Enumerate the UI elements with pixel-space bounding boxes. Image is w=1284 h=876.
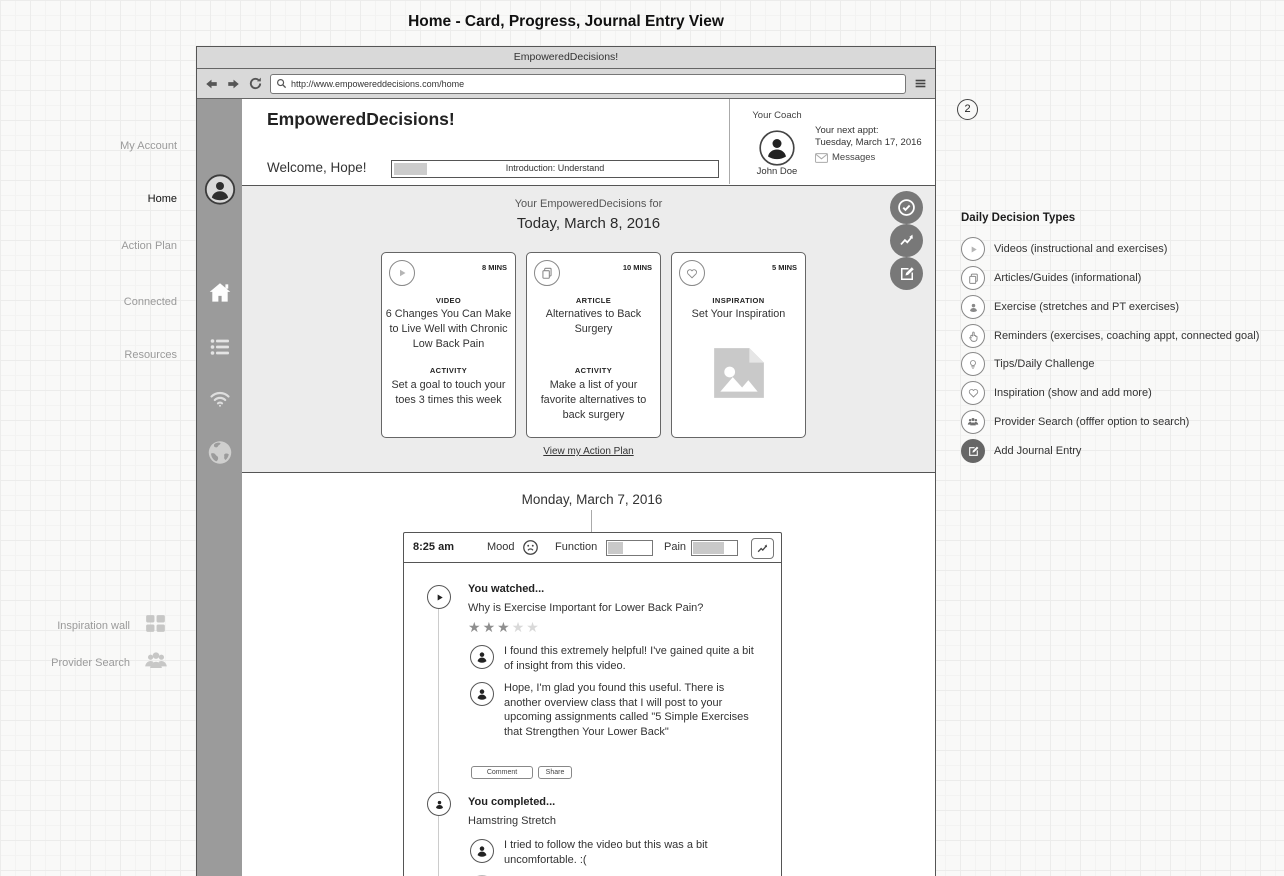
card-duration: 10 MINS bbox=[622, 263, 652, 272]
url-bar[interactable] bbox=[270, 74, 906, 94]
people-icon bbox=[961, 410, 985, 434]
legend-item-videos bbox=[961, 237, 1167, 261]
messages-link[interactable] bbox=[815, 152, 875, 163]
check-circle-button[interactable] bbox=[890, 191, 923, 224]
legend-label: Exercise (stretches and PT exercises) bbox=[994, 301, 1180, 313]
share-button[interactable]: Share bbox=[538, 766, 572, 779]
timeline-line bbox=[438, 597, 439, 876]
event-title: Why is Exercise Important for Lower Back Pain? bbox=[468, 602, 704, 614]
star-rating[interactable] bbox=[468, 619, 541, 636]
legend-item-reminders bbox=[961, 324, 1259, 348]
sidebar-item-provider-search[interactable]: Provider Search bbox=[51, 657, 130, 669]
daily-card-inspiration[interactable] bbox=[671, 252, 806, 438]
comment-text: I tried to follow the video but this was a bit uncomfortable. :( bbox=[504, 839, 708, 866]
legend-item-provider-search bbox=[961, 410, 1189, 434]
daily-card-video[interactable] bbox=[381, 252, 516, 438]
daily-card-article[interactable] bbox=[526, 252, 661, 438]
envelope-icon bbox=[815, 153, 828, 163]
comment-text: Hope, I'm glad you found this useful. There is another overview class that I will post to your upcoming assignments called "5 Simple Exercises that Strengthen Your Lower Back" bbox=[504, 682, 749, 738]
play-icon bbox=[427, 585, 451, 609]
star-icon[interactable]: ★ bbox=[468, 619, 483, 635]
menu-icon[interactable] bbox=[913, 77, 928, 90]
journal-entry-card bbox=[403, 532, 782, 876]
browser-toolbar bbox=[197, 69, 935, 99]
play-icon bbox=[389, 260, 415, 286]
sidebar-item-my-account[interactable]: My Account bbox=[120, 140, 177, 152]
star-icon[interactable]: ★ bbox=[497, 619, 512, 635]
journal-date-heading: Monday, March 7, 2016 bbox=[521, 492, 663, 507]
card-title: Alternatives to Back Surgery bbox=[545, 308, 642, 335]
coach-name: John Doe bbox=[756, 166, 798, 177]
compose-journal-button[interactable] bbox=[890, 257, 923, 290]
comment-text: I found this extremely helpful! I've gained quite a bit of insight from this video. bbox=[504, 645, 754, 672]
card-type-label: INSPIRATION bbox=[712, 296, 765, 305]
card-activity-label: ACTIVITY bbox=[574, 366, 613, 375]
star-icon[interactable]: ★ bbox=[511, 619, 527, 635]
function-label: Function bbox=[555, 541, 598, 553]
messages-label: Messages bbox=[832, 152, 876, 163]
card-type-label: ARTICLE bbox=[575, 296, 612, 305]
entry-header bbox=[404, 533, 781, 563]
sidebar-item-connected[interactable]: Connected bbox=[123, 296, 177, 308]
view-action-plan-link bbox=[242, 446, 935, 457]
sidebar-item-home[interactable]: Home bbox=[147, 193, 177, 205]
browser-window bbox=[196, 46, 936, 876]
sidebar-item-resources[interactable]: Resources bbox=[124, 349, 177, 361]
article-icon bbox=[534, 260, 560, 286]
today-panel bbox=[242, 185, 935, 473]
legend-label: Add Journal Entry bbox=[994, 445, 1082, 457]
legend-label: Tips/Daily Challenge bbox=[994, 358, 1095, 370]
next-appt-label: Your next appt: bbox=[815, 125, 879, 136]
lightbulb-icon bbox=[961, 352, 985, 376]
legend-item-inspiration bbox=[961, 381, 1152, 405]
image-placeholder-icon bbox=[710, 346, 768, 400]
app-brand: EmpoweredDecisions! bbox=[267, 109, 455, 129]
pain-bar-fill bbox=[693, 542, 724, 554]
card-duration: 5 MINS bbox=[771, 263, 797, 272]
card-activity-text: Set a goal to touch your toes 3 times this week bbox=[391, 379, 506, 406]
function-bar-fill bbox=[608, 542, 623, 554]
next-appt-date: Tuesday, March 17, 2016 bbox=[815, 137, 922, 148]
user-avatar bbox=[470, 645, 494, 669]
wifi-icon[interactable] bbox=[206, 386, 234, 410]
url-text: http://www.empowereddecisions.com/home bbox=[291, 78, 465, 89]
play-icon bbox=[961, 237, 985, 261]
grid-icon[interactable] bbox=[143, 611, 168, 636]
heart-icon bbox=[961, 381, 985, 405]
progress-label: Introduction: Understand bbox=[505, 163, 605, 173]
chart-button[interactable] bbox=[890, 224, 923, 257]
annotation-number-badge: 2 bbox=[957, 99, 978, 120]
people-icon[interactable] bbox=[143, 648, 169, 674]
person-icon bbox=[427, 792, 451, 816]
globe-icon[interactable] bbox=[206, 439, 233, 466]
legend-item-exercise bbox=[961, 295, 1179, 319]
coach-panel-divider bbox=[729, 99, 730, 184]
comment-button[interactable]: Comment bbox=[471, 766, 533, 779]
legend-item-tips bbox=[961, 352, 1094, 376]
today-heading-line1: Your EmpoweredDecisions for bbox=[514, 198, 663, 210]
date-connector-line bbox=[591, 510, 592, 532]
entry-time: 8:25 am bbox=[413, 541, 454, 553]
legend-item-add-journal bbox=[961, 439, 1081, 463]
heart-icon bbox=[679, 260, 705, 286]
search-icon bbox=[276, 78, 287, 89]
forward-button[interactable] bbox=[226, 77, 241, 91]
star-icon[interactable]: ★ bbox=[526, 619, 541, 635]
legend-label: Inspiration (show and add more) bbox=[994, 387, 1152, 399]
article-icon bbox=[961, 266, 985, 290]
chart-icon[interactable] bbox=[751, 538, 774, 559]
welcome-text: Welcome, Hope! bbox=[267, 160, 367, 175]
refresh-button[interactable] bbox=[248, 76, 263, 91]
page-title: Home - Card, Progress, Journal Entry View bbox=[408, 13, 724, 30]
function-bar bbox=[606, 540, 653, 556]
view-action-plan-link-text[interactable]: View my Action Plan bbox=[543, 446, 634, 457]
legend-title: Daily Decision Types bbox=[961, 212, 1076, 224]
event-heading: You completed... bbox=[468, 796, 556, 808]
star-icon[interactable]: ★ bbox=[482, 619, 498, 635]
event-heading: You watched... bbox=[468, 583, 545, 595]
card-title: 6 Changes You Can Make to Live Well with Chronic Low Back Pain bbox=[385, 308, 512, 350]
coach-panel-title: Your Coach bbox=[752, 110, 802, 121]
user-avatar bbox=[470, 839, 494, 863]
sad-face-icon bbox=[522, 539, 539, 556]
legend-label: Reminders (exercises, coaching appt, connected goal) bbox=[994, 330, 1260, 342]
person-icon bbox=[961, 295, 985, 319]
card-title: Set Your Inspiration bbox=[691, 308, 786, 320]
card-duration: 8 MINS bbox=[481, 263, 507, 272]
card-activity-text: Make a list of your favorite alternatives to back surgery bbox=[540, 379, 647, 421]
card-activity-label: ACTIVITY bbox=[429, 366, 468, 375]
coach-avatar bbox=[759, 130, 795, 166]
app-sidebar bbox=[197, 99, 242, 876]
journal-compose-icon bbox=[961, 439, 985, 463]
pain-label: Pain bbox=[664, 541, 687, 553]
back-button[interactable] bbox=[204, 77, 219, 91]
next-appt bbox=[815, 125, 922, 149]
home-icon[interactable] bbox=[206, 280, 233, 306]
list-icon[interactable] bbox=[207, 335, 232, 359]
sidebar-item-action-plan[interactable]: Action Plan bbox=[121, 240, 177, 252]
reminder-hand-icon bbox=[961, 324, 985, 348]
sidebar-item-inspiration-wall[interactable]: Inspiration wall bbox=[57, 620, 130, 632]
account-icon[interactable] bbox=[204, 174, 235, 205]
event-title: Hamstring Stretch bbox=[468, 815, 557, 827]
legend-label: Provider Search (offfer option to search) bbox=[994, 416, 1190, 428]
coach-avatar bbox=[470, 682, 494, 706]
card-type-label: VIDEO bbox=[435, 296, 462, 305]
legend-item-articles bbox=[961, 266, 1141, 290]
pain-bar bbox=[691, 540, 738, 556]
legend-label: Videos (instructional and exercises) bbox=[994, 243, 1168, 255]
today-heading-line2: Today, March 8, 2016 bbox=[516, 215, 661, 232]
browser-title-bar: EmpoweredDecisions! bbox=[197, 47, 935, 69]
legend-label: Articles/Guides (informational) bbox=[994, 272, 1142, 284]
mood-label: Mood bbox=[487, 541, 515, 553]
intro-progress-bar bbox=[391, 160, 719, 178]
